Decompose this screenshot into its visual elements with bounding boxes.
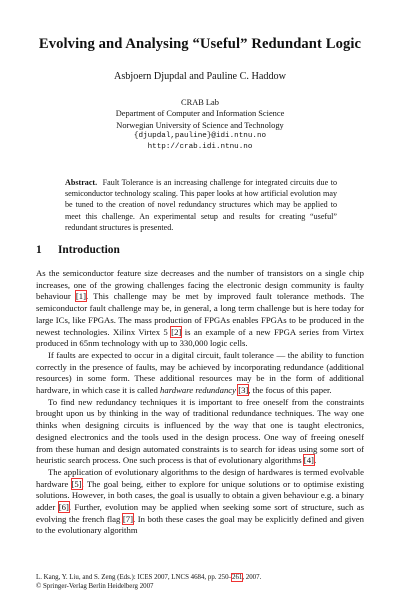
section-body — [36, 268, 364, 537]
paragraph-text: . The goal being, either to explore for unique solutions or to optimise existing solutions. However, in both cases, the goal is usually to obtain a given behaviour e.g. a binary adder — [36, 478, 364, 513]
paragraph-text: . This challenge may be met by improved fault tolerance methods. The semiconductor fault challenge may be, in general, a long term challenge but is here today for large ICs, like FPGAs. The mass production of FPGAs enables FPGAs to be produced in the newest technologies. Xilinx Virtex 5 — [36, 291, 364, 337]
citation-link[interactable]: [6] — [58, 502, 69, 513]
citation-link[interactable]: [3] — [238, 385, 249, 396]
paragraph-text: To find new redundancy techniques it is important to free oneself from the constraints brought upon us by thinking in the way of traditional redundance techniques. The way one thinks when designing circuits is influenced by the way that one is taught electronics, designed electronics and the tools used in the design process. One way of freeing oneself from these human and design automated constraints is to search for ideas using some sort of heuristic search process. One such process is that of evolutionary algorithms — [36, 396, 364, 466]
paper-title: Evolving and Analysing “Useful” Redundant Logic — [38, 36, 362, 52]
paragraph-text: is an example of a new FPGA series from Virtex produced in 65nm technology with up to 330,000 logic cells. — [36, 326, 365, 349]
author-list: Asbjoern Djupdal and Pauline C. Haddow — [113, 71, 287, 82]
paragraph — [36, 397, 364, 467]
citation-text: , 2007. — [242, 574, 262, 581]
paragraph — [36, 467, 364, 537]
affiliation-university: Norwegian University of Science and Technology — [116, 120, 284, 130]
affiliation-lab: CRAB Lab — [181, 98, 219, 107]
paragraph-text: The application of evolutionary algorithms to the design of hardwares is termed evolvable hardware — [36, 466, 364, 489]
citation-link[interactable]: [5] — [71, 478, 82, 489]
section-number: 1 — [36, 244, 42, 256]
copyright-line: © Springer-Verlag Berlin Heidelberg 2007 — [36, 582, 154, 590]
citation-text: L. Kang, Y. Liu, and S. Zeng (Eds.): ICES 2007, LNCS 4684, pp. 250– — [36, 574, 232, 581]
citation-link[interactable]: [2] — [171, 326, 182, 337]
abstract — [65, 177, 337, 233]
emphasis-term: hardware redundancy — [160, 385, 237, 396]
author-email: {djupdal,pauline}@idi.ntnu.no — [133, 131, 267, 140]
affiliation-block — [0, 97, 400, 153]
paragraph-text: If faults are expected to occur in a digital circuit, fault tolerance — the ability to function correctly in the presence of faults, may be achieved by incorporating redundance (additional resources) in some form. These additional resources may be in the form of additional hardware, in which case it is called — [36, 349, 364, 396]
paragraph-text: . — [313, 455, 317, 466]
paragraph-text: . Further, evolution may be applied when seeking some sort of structure, such as evolving the french flag — [36, 502, 364, 524]
section-heading — [36, 244, 366, 256]
citation-link[interactable]: [7] — [122, 513, 134, 524]
paragraph — [36, 350, 364, 397]
page-footer — [36, 574, 366, 591]
abstract-text: Fault Tolerance is an increasing challenge for integrated circuits due to semiconductor technology scaling. This paper looks at how artificial evolution may be tuned to the creation of novel redundancy structures which may be applied to meet this challenge. An experimental setup and results for creating “useful” redundant structures is presented. — [65, 178, 337, 232]
paragraph — [36, 268, 364, 350]
citation-line — [36, 574, 366, 583]
paragraph-text: As the semiconductor feature size decreases and the number of transistors on a single chip increases, one of the growing challenges facing the electronic design community is faulty behaviour — [36, 268, 364, 302]
citation-link[interactable]: [4] — [303, 455, 314, 466]
paragraph-text: . In both these cases the goal may be explicitly defined and given to the evolutionary algorithm — [36, 513, 365, 536]
page-link[interactable]: 261 — [232, 574, 243, 581]
abstract-label: Abstract. — [65, 178, 98, 187]
section-title: Introduction — [58, 244, 120, 256]
affiliation-department: Department of Computer and Information Science — [115, 109, 285, 119]
citation-link[interactable]: [1] — [75, 291, 87, 302]
lab-url: http://crab.idi.ntnu.no — [147, 143, 253, 152]
paragraph-text: , the focus of this paper. — [248, 385, 332, 396]
